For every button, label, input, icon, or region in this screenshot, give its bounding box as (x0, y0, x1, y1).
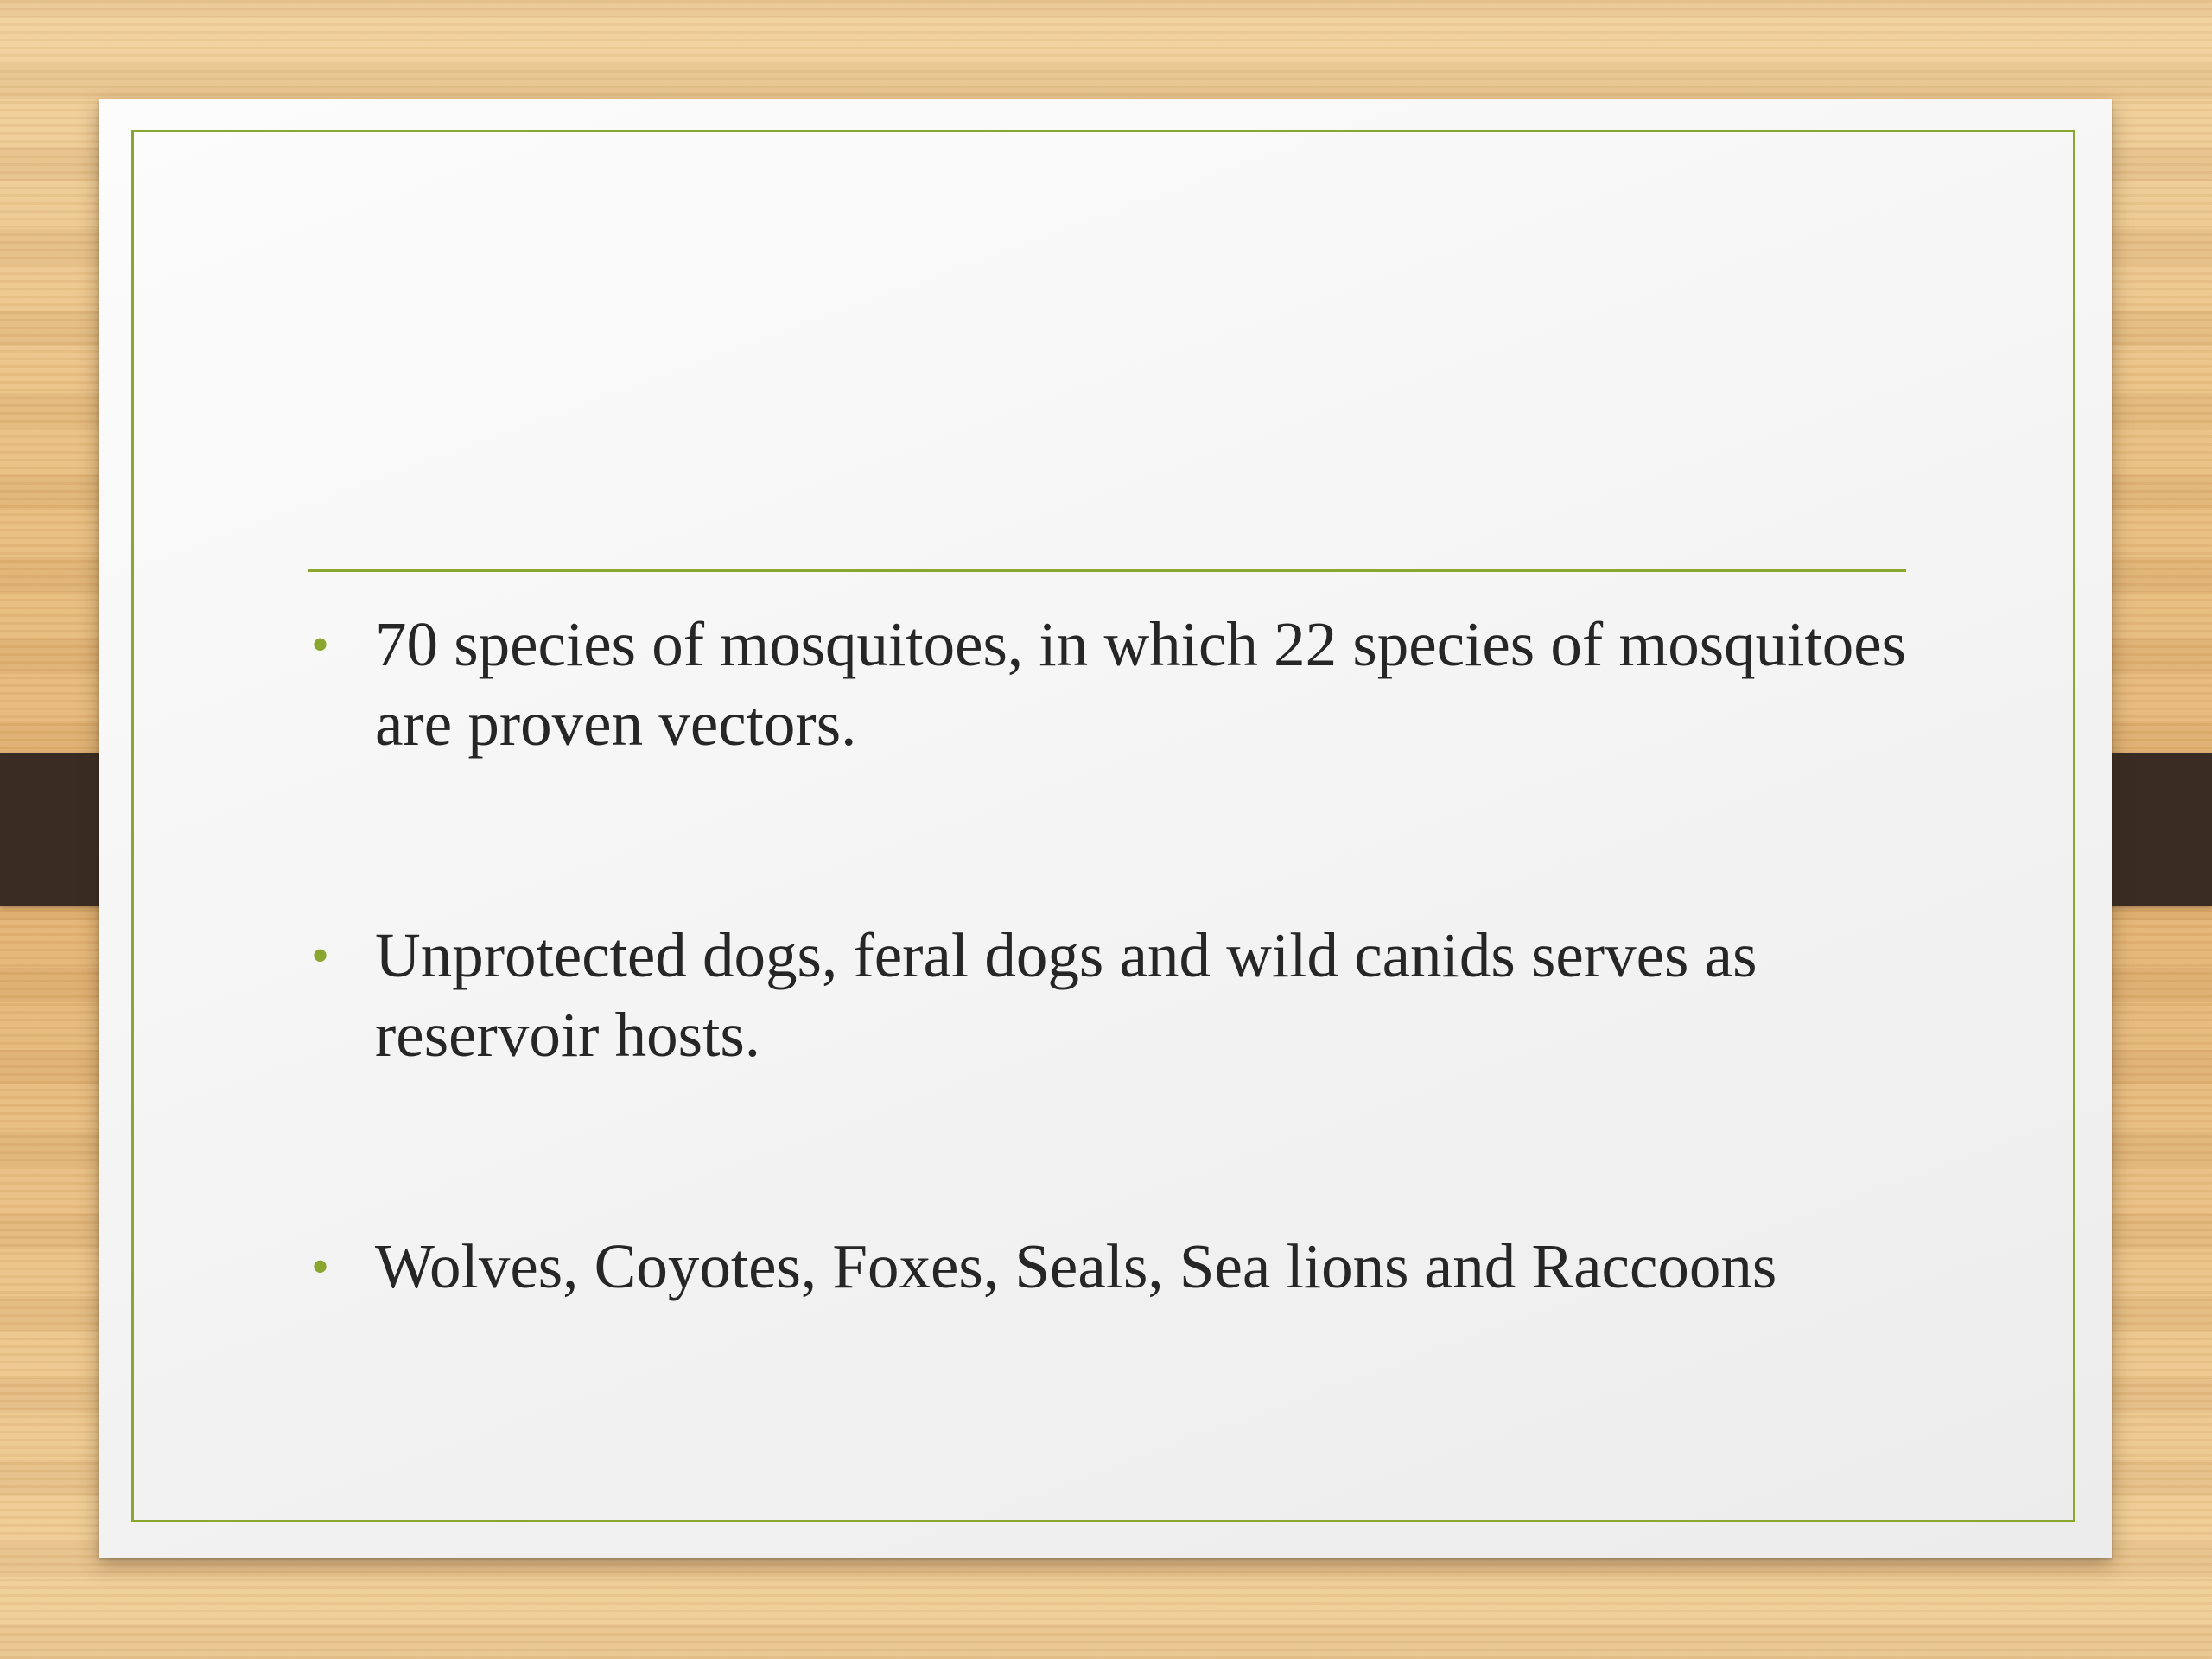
bullet-item (308, 1227, 1949, 1306)
title-divider-line (308, 569, 1906, 572)
bullet-item (308, 605, 1949, 764)
bullet-item (308, 916, 1949, 1075)
bullet-dot-icon: • (311, 1238, 330, 1295)
bullet-text: 70 species of mosquitoes, in which 22 species of mosquitoes are proven vectors. (375, 609, 1907, 759)
slide-card (99, 99, 2112, 1558)
bullet-text: Wolves, Coyotes, Foxes, Seals, Sea lions and Raccoons (375, 1231, 1777, 1301)
bullet-list (308, 605, 1949, 1306)
bullet-dot-icon: • (311, 927, 330, 984)
bullet-text: Unprotected dogs, feral dogs and wild canids serves as reservoir hosts. (375, 920, 1758, 1070)
bullet-dot-icon: • (311, 616, 330, 673)
